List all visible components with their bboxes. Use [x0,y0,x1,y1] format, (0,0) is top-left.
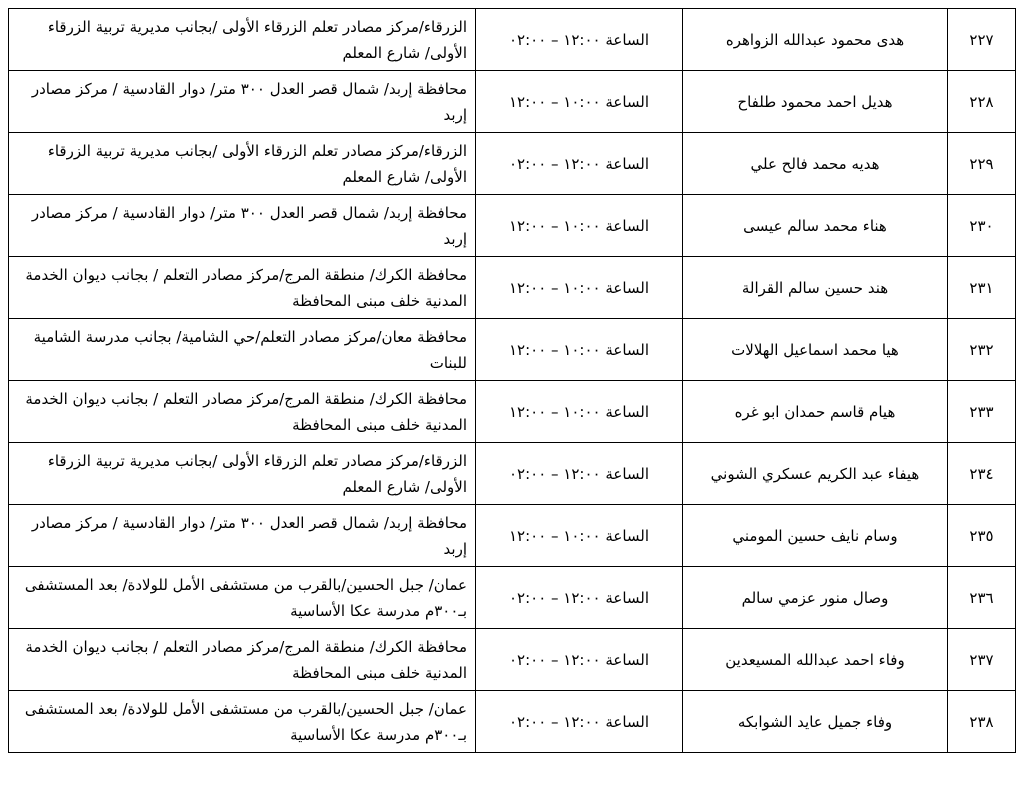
table-row [9,691,1016,753]
location-address: محافظة إربد/ شمال قصر العدل ٣٠٠ متر/ دوار القادسية / مركز مصادر إربد [9,71,476,133]
table-row [9,629,1016,691]
person-name: وفاء احمد عبدالله المسيعدين [683,629,948,691]
person-name: هيفاء عبد الكريم عسكري الشوني [683,443,948,505]
schedule-table [8,8,1016,753]
row-number: ٢٢٨ [948,71,1016,133]
session-time: الساعة ١٠:٠٠ – ١٢:٠٠ [476,505,683,567]
location-address: محافظة الكرك/ منطقة المرج/مركز مصادر التعلم / بجانب ديوان الخدمة المدنية خلف مبنى المحافظة [9,381,476,443]
location-address: محافظة معان/مركز مصادر التعلم/حي الشامية/ بجانب مدرسة الشامية للبنات [9,319,476,381]
row-number: ٢٣٦ [948,567,1016,629]
schedule-body [9,9,1016,753]
location-address: محافظة إربد/ شمال قصر العدل ٣٠٠ متر/ دوار القادسية / مركز مصادر إربد [9,505,476,567]
table-row [9,257,1016,319]
table-row [9,505,1016,567]
row-number: ٢٣٣ [948,381,1016,443]
session-time: الساعة ١٠:٠٠ – ١٢:٠٠ [476,71,683,133]
location-address: عمان/ جبل الحسين/بالقرب من مستشفى الأمل للولادة/ بعد المستشفى بـ٣٠٠م مدرسة عكا الأساسية [9,691,476,753]
person-name: هديه محمد فالح علي [683,133,948,195]
session-time: الساعة ١٢:٠٠ – ٠٢:٠٠ [476,629,683,691]
person-name: هديل احمد محمود طلفاح [683,71,948,133]
row-number: ٢٣٧ [948,629,1016,691]
session-time: الساعة ١٢:٠٠ – ٠٢:٠٠ [476,133,683,195]
session-time: الساعة ١٠:٠٠ – ١٢:٠٠ [476,257,683,319]
table-row [9,381,1016,443]
person-name: هند حسين سالم القرالة [683,257,948,319]
row-number: ٢٢٧ [948,9,1016,71]
person-name: هدى محمود عبدالله الزواهره [683,9,948,71]
session-time: الساعة ١٠:٠٠ – ١٢:٠٠ [476,381,683,443]
session-time: الساعة ١٠:٠٠ – ١٢:٠٠ [476,319,683,381]
person-name: هناء محمد سالم عيسى [683,195,948,257]
person-name: وصال منور عزمي سالم [683,567,948,629]
row-number: ٢٣١ [948,257,1016,319]
table-row [9,319,1016,381]
session-time: الساعة ١٠:٠٠ – ١٢:٠٠ [476,195,683,257]
person-name: هيام قاسم حمدان ابو غره [683,381,948,443]
location-address: الزرقاء/مركز مصادر تعلم الزرقاء الأولى /بجانب مديرية تربية الزرقاء الأولى/ شارع المعلم [9,443,476,505]
row-number: ٢٢٩ [948,133,1016,195]
table-row [9,133,1016,195]
person-name: وسام نايف حسين المومني [683,505,948,567]
table-row [9,9,1016,71]
session-time: الساعة ١٢:٠٠ – ٠٢:٠٠ [476,567,683,629]
session-time: الساعة ١٢:٠٠ – ٠٢:٠٠ [476,691,683,753]
table-row [9,443,1016,505]
table-row [9,195,1016,257]
row-number: ٢٣٢ [948,319,1016,381]
row-number: ٢٣٤ [948,443,1016,505]
row-number: ٢٣٨ [948,691,1016,753]
location-address: محافظة الكرك/ منطقة المرج/مركز مصادر التعلم / بجانب ديوان الخدمة المدنية خلف مبنى المحافظة [9,629,476,691]
session-time: الساعة ١٢:٠٠ – ٠٢:٠٠ [476,443,683,505]
location-address: الزرقاء/مركز مصادر تعلم الزرقاء الأولى /بجانب مديرية تربية الزرقاء الأولى/ شارع المعلم [9,133,476,195]
session-time: الساعة ١٢:٠٠ – ٠٢:٠٠ [476,9,683,71]
table-row [9,71,1016,133]
location-address: عمان/ جبل الحسين/بالقرب من مستشفى الأمل للولادة/ بعد المستشفى بـ٣٠٠م مدرسة عكا الأساسية [9,567,476,629]
row-number: ٢٣٠ [948,195,1016,257]
location-address: محافظة الكرك/ منطقة المرج/مركز مصادر التعلم / بجانب ديوان الخدمة المدنية خلف مبنى المحافظة [9,257,476,319]
person-name: هيا محمد اسماعيل الهلالات [683,319,948,381]
location-address: الزرقاء/مركز مصادر تعلم الزرقاء الأولى /بجانب مديرية تربية الزرقاء الأولى/ شارع المعلم [9,9,476,71]
row-number: ٢٣٥ [948,505,1016,567]
location-address: محافظة إربد/ شمال قصر العدل ٣٠٠ متر/ دوار القادسية / مركز مصادر إربد [9,195,476,257]
person-name: وفاء جميل عايد الشوابكه [683,691,948,753]
table-row [9,567,1016,629]
